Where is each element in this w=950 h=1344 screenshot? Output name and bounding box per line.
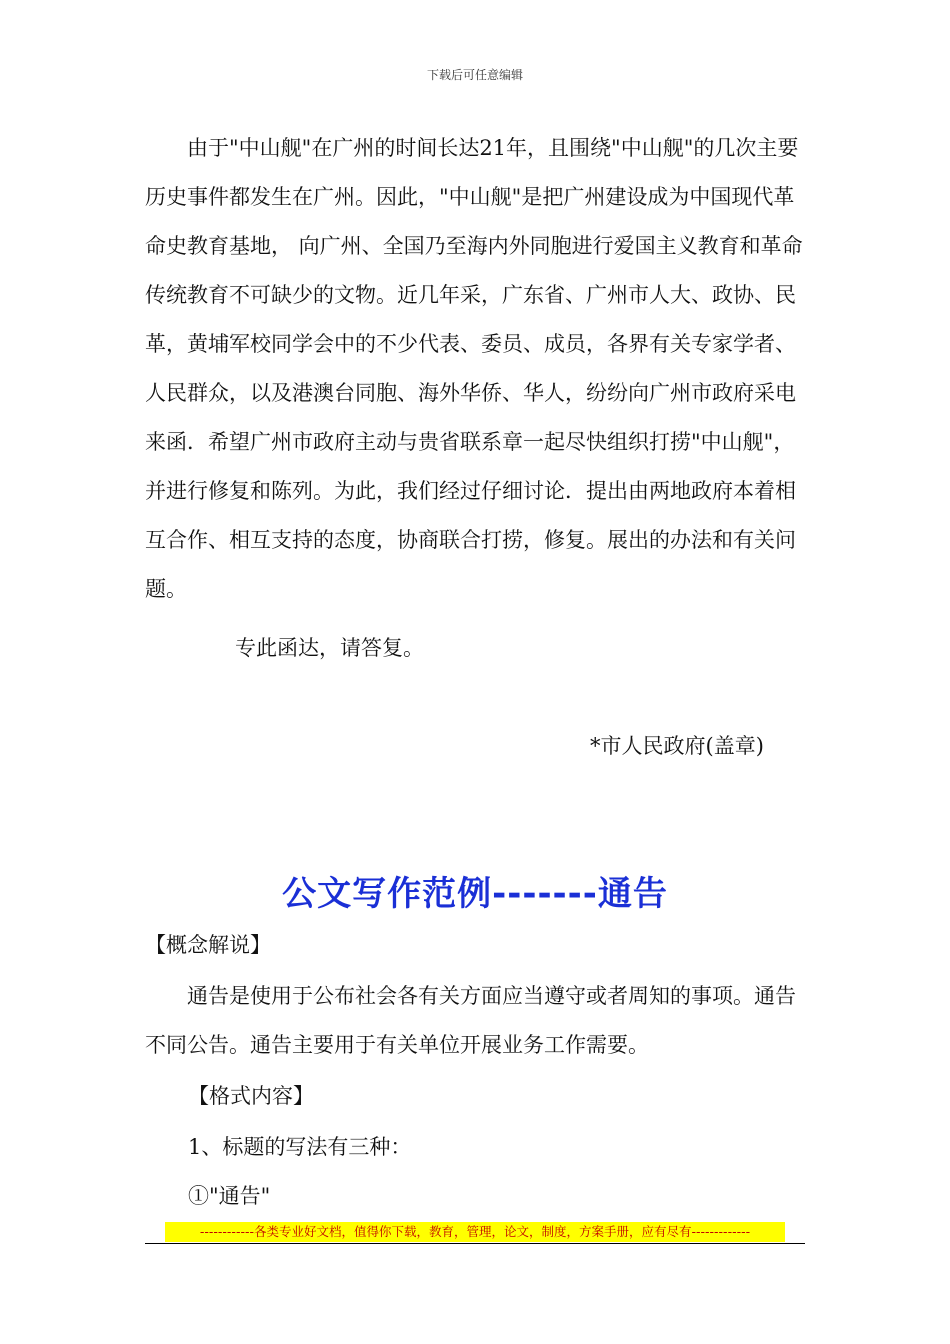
- concept-heading: 【概念解说】: [145, 933, 271, 957]
- concept-text: 通告是使用于公布社会各有关方面应当遵守或者周知的事项。通告不同公告。通告主要用于有关单位开展业务工作需要。: [145, 984, 796, 1057]
- page-header-note: 下载后可任意编辑: [426, 68, 523, 82]
- item-1: 1、标题的写法有三种：: [188, 1135, 412, 1159]
- letter-signature: *市人民政府(盖章): [590, 734, 764, 758]
- footer-banner: ------------各类专业好文档，值得你下载，教育，管理，论文，制度，方案手册，应有尽有-------------: [165, 1222, 785, 1242]
- section-title: 公文写作范例-------通告: [282, 874, 668, 914]
- letter-closing: 专此函达，请答复。: [235, 636, 424, 660]
- sub-item-1: ①"通告": [188, 1184, 271, 1208]
- footer-rule: [145, 1243, 805, 1244]
- format-heading: 【格式内容】: [188, 1084, 314, 1108]
- letter-paragraph: 由于"中山舰"在广州的时间长达21年，且围绕"中山舰"的几次主要历史事件都发生在广州。因此，"中山舰"是把广州建设成为中国现代革命史教育基地， 向广州、全国乃至海内外同胞进行爱国主义教育和革命传统教育不可缺少的文物。近几年采，广东省、广州市人大、政协、民革，黄埔军校同学会中的不少代表、委员、成员，各界有关专家学者、人民群众，以及港澳台同胞、海外华侨、华人，纷纷向广州市政府采电来函．希望广州市政府主动与贵省联系章一起尽快组织打捞"中山舰"，并进行修复和陈列。为此，我们经过仔细讨论．提出由两地政府本着相互合作、相互支持的态度，协商联合打捞，修复。展出的办法和有关问题。: [145, 136, 803, 601]
